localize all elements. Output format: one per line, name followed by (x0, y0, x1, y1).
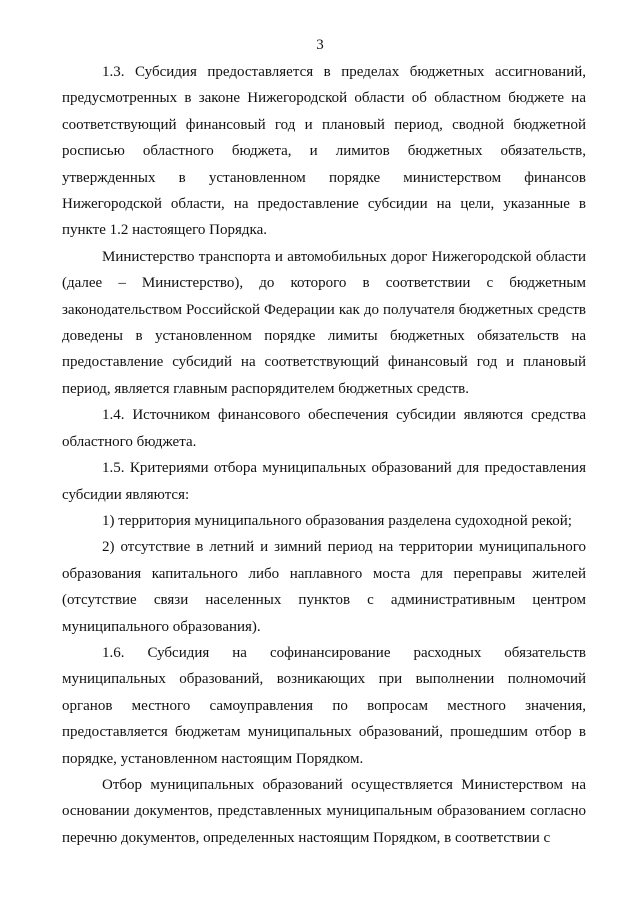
page-number: 3 (316, 37, 324, 53)
criterion-1: 1) территория муниципального образования разделена судоходной рекой; (102, 512, 572, 529)
paragraph-1-5: 1.5. Критериями отбора муниципальных образований для предоставления субсидии являются: (62, 460, 586, 503)
paragraph-1-3: 1.3. Субсидия предоставляется в пределах бюджетных ассигнований, предусмотренных в законе Нижегородской области об областном бюджете на соответствующий финансовый год и плановый период, сводной бюджетной росписью областного бюджета, и лимитов бюджетных обязательств, утвержденных в установленном порядке министерством финансов Нижегородской области, на предоставление субсидии на цели, указанные в пункте 1.2 настоящего Порядка. (62, 64, 586, 239)
paragraph-selection: Отбор муниципальных образований осуществляется Министерством на основании документов, представленных муниципальным образованием согласно перечню документов, определенных настоящим Порядком, в соответствии с (62, 776, 586, 846)
criterion-2: 2) отсутствие в летний и зимний период на территории муниципального образования капитального либо наплавного моста для переправы жителей (отсутствие связи населенных пунктов с административным центром муниципального образования). (62, 539, 586, 635)
paragraph-1-6: 1.6. Субсидия на софинансирование расходных обязательств муниципальных образований, возникающих при выполнении полномочий органов местного самоуправления по вопросам местного значения, предоставляется бюджетам муниципальных образований, прошедшим отбор в порядке, установленном настоящим Порядком. (62, 644, 586, 767)
paragraph-1-4: 1.4. Источником финансового обеспечения субсидии являются средства областного бюджета. (62, 407, 586, 450)
document-body (62, 59, 586, 851)
paragraph-ministry: Министерство транспорта и автомобильных дорог Нижегородской области (далее – Министерство), до которого в соответствии с бюджетным законодательством Российской Федерации как до получателя бюджетных средств доведены в установленном порядке лимиты бюджетных обязательств на предоставление субсидий на соответствующий финансовый год и плановый период, является главным распорядителем бюджетных средств. (62, 248, 586, 397)
